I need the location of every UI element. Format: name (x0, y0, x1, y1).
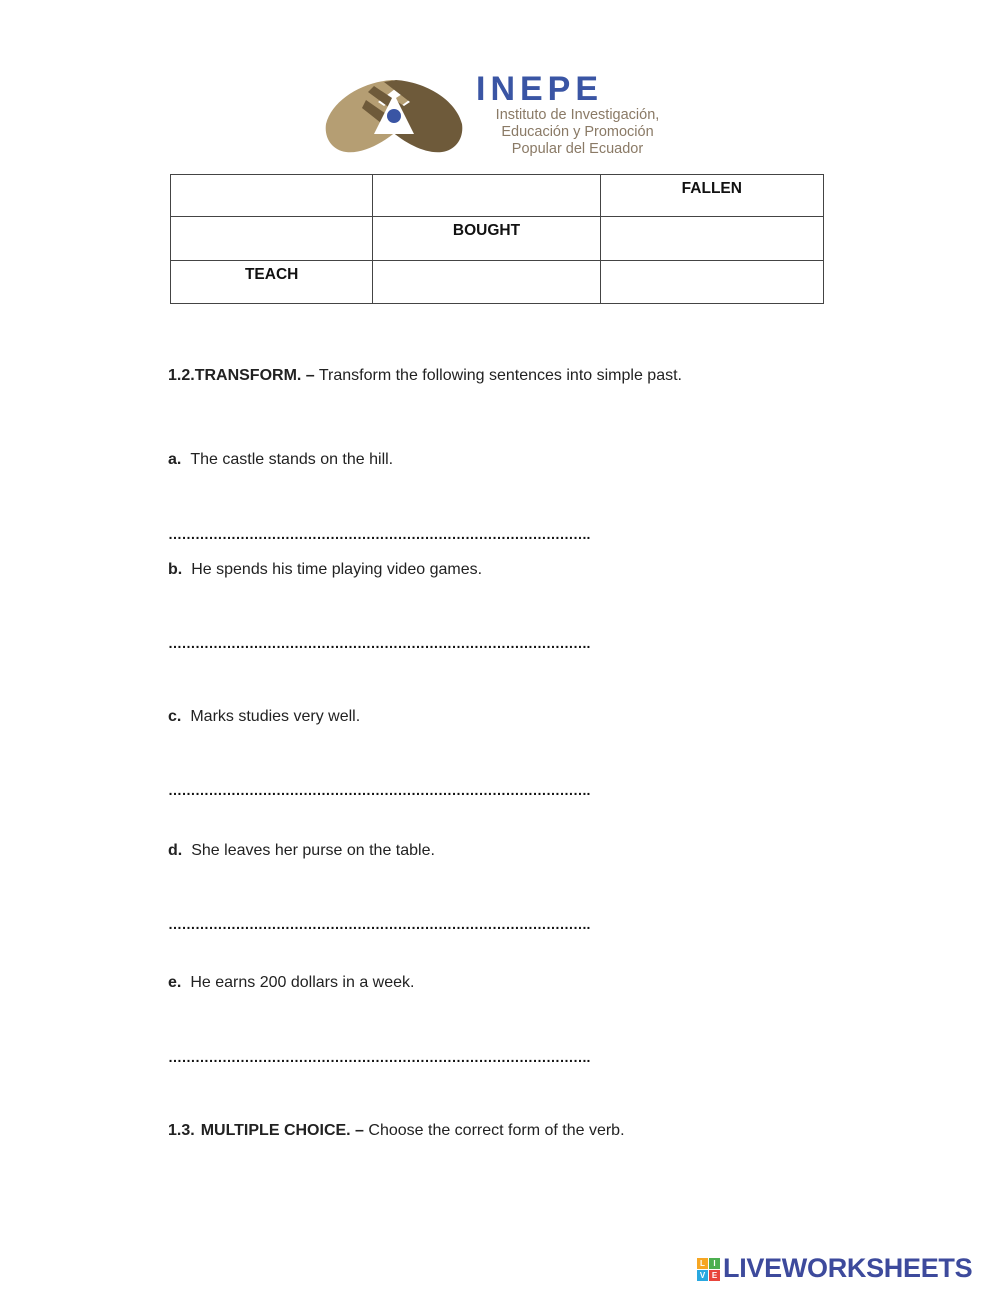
table-cell: TEACH (171, 261, 373, 304)
brand-block: I (709, 1258, 720, 1269)
table-row (171, 217, 824, 261)
liveworksheets-brand[interactable] (697, 1254, 993, 1288)
table-row (171, 175, 824, 217)
brand-block: L (697, 1258, 708, 1269)
answer-line-c[interactable]: …………………………………………………………………………………. (168, 782, 590, 798)
sentence-d (168, 842, 435, 860)
table-cell[interactable] (373, 261, 600, 304)
multiple-choice-heading (168, 1122, 625, 1140)
table-cell[interactable] (600, 217, 823, 261)
item-letter: e. (168, 974, 182, 991)
item-letter: b. (168, 561, 183, 578)
section-instruction: Transform the following sentences into simple past. (314, 367, 682, 384)
section-instruction: Choose the correct form of the verb. (363, 1122, 625, 1139)
section-title: MULTIPLE CHOICE. – (200, 1122, 364, 1139)
item-letter: c. (168, 708, 182, 725)
table-row (171, 261, 824, 304)
brand-block: V (697, 1270, 708, 1281)
verb-table (170, 174, 824, 304)
logo-wordmark: INEPE (476, 70, 604, 108)
sentence-c (168, 708, 360, 726)
answer-line-d[interactable]: …………………………………………………………………………………. (168, 916, 590, 932)
item-text: Marks studies very well. (190, 708, 361, 725)
logo-subtitle-line-3: Popular del Ecuador (511, 141, 644, 157)
table-cell: FALLEN (600, 175, 823, 217)
brand-block: E (709, 1270, 720, 1281)
liveworksheets-logo-icon (697, 1258, 721, 1282)
transform-heading (168, 367, 682, 385)
logo-dot (387, 109, 401, 123)
answer-line-b[interactable]: …………………………………………………………………………………. (168, 635, 590, 651)
logo-subtitle-line-1: Instituto de Investigación, (495, 107, 660, 123)
item-letter: a. (168, 451, 182, 468)
table-cell[interactable] (600, 261, 823, 304)
table-cell[interactable] (373, 175, 600, 217)
sentence-a (168, 451, 393, 469)
item-text: He earns 200 dollars in a week. (190, 974, 415, 991)
sentence-b (168, 561, 482, 579)
section-number: 1.3. (168, 1122, 195, 1139)
logo-subtitle-line-2: Educación y Promoción (501, 124, 654, 140)
item-letter: d. (168, 842, 183, 859)
item-text: The castle stands on the hill. (190, 451, 394, 468)
answer-line-e[interactable]: …………………………………………………………………………………. (168, 1049, 590, 1065)
item-text: He spends his time playing video games. (191, 561, 483, 578)
table-cell[interactable] (171, 175, 373, 217)
table-cell[interactable] (171, 217, 373, 261)
table-cell: BOUGHT (373, 217, 600, 261)
section-title: TRANSFORM. – (194, 367, 315, 384)
section-number: 1.2. (168, 367, 195, 384)
item-text: She leaves her purse on the table. (191, 842, 435, 859)
sentence-e (168, 974, 414, 992)
brand-text: LIVEWORKSHEETS (723, 1253, 973, 1283)
answer-line-a[interactable]: …………………………………………………………………………………. (168, 526, 590, 542)
